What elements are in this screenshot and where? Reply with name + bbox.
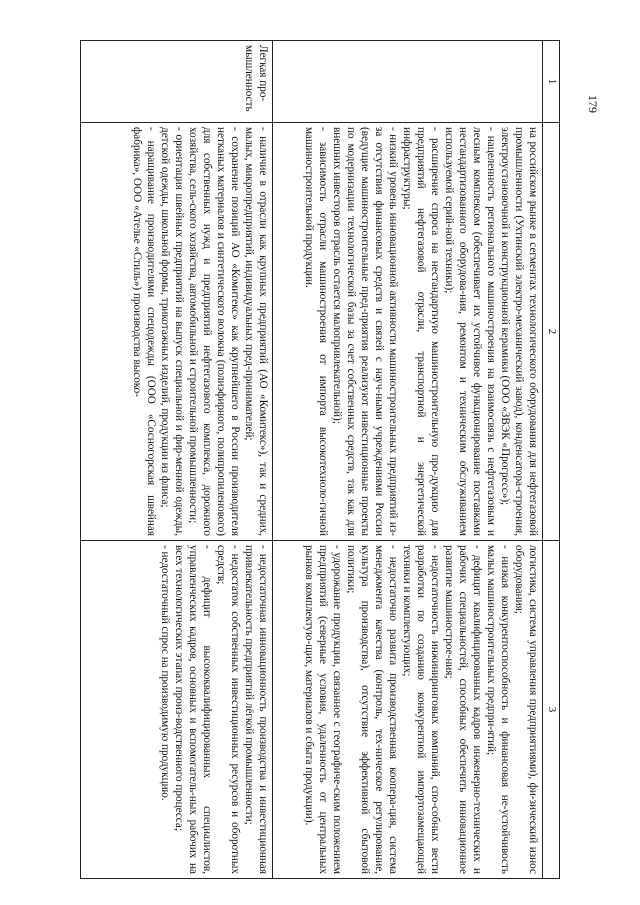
cell-paragraph: - наличие в отрасли как крупных предприятий (АО «Комитекс»), так и средних, малых, микропредприятий, индивидуальных пред-принимателей; (243, 127, 269, 536)
cell-paragraph: - нацеленность регионального машиностроения на взаимосвязь с нефтегазовым и лесным комплексом (обеспечивает их устойчивое функционирование поставками нестандартизованного оборудова-ния, ремонтом и техническим обслуживанием используемой серий-ной техники); (443, 127, 497, 536)
page-number: 179 (586, 95, 600, 113)
cell-paragraph: - низкий уровень инновационной активности машиностроительных предприятий из-за отсутствия финансовых средств и связей с науч-ными учреждениями России (ведущие машиностроительные пред-приятия реализуют инвестиционные проекты по модернизации технологической базы за счет собственных средств, так как для внешних инвесторов отрасль остается малопривлекательной); (331, 127, 399, 536)
cell-paragraph: на российском рынке в сегментах технологического оборудования для нефтегазовой промышленности (Ухтинский электро-механический завод), конденсатора-строения, электроустановочной и конструкционной керамики (ООО «ЗВЭК «Прогресс»); (499, 127, 539, 536)
cell-paragraph: - недостаточная инновационность производства и инвестиционная привлекательность предприятий лёгкой промышленности; (243, 545, 269, 874)
strengths-cell (81, 123, 273, 541)
weaknesses-cell (273, 541, 543, 879)
rotated-table-container (80, 40, 560, 878)
cell-paragraph: - недостаток собственных инвестиционных ресурсов и оборотных средств; (215, 545, 241, 874)
table-row (273, 41, 543, 879)
strengths-cell (273, 123, 543, 541)
cell-paragraph: - зависимость отрасли машиностроения от импорта высокотехноло-гичной машиностроительной продукции. (303, 127, 329, 536)
strengths-weaknesses-table (80, 40, 560, 879)
header-cell-3: 3 (543, 541, 560, 879)
cell-paragraph: - удорожание продукции, связанное с географиче-ским положением предприятий (северные условия, удаленность от центральных рынков комплектую-щих, материалов и сбыта продукции). (303, 545, 343, 874)
weaknesses-cell (81, 541, 273, 879)
cell-paragraph: - низкая конкурентоспособность и финансовая не-устойчивость малых машиностроительных предпри-ятий; (485, 545, 511, 874)
cell-paragraph: - недостаточный спрос на производимую продукцию. (159, 545, 171, 801)
table-row (81, 41, 273, 879)
cell-paragraph: - ориентация швейных предприятий на выпуск специальной и фир-менной одежды, детской одежды, школьной формы, трикотажных изделий, продукции из флиса; (159, 127, 185, 536)
cell-paragraph: - сохранение позиций АО «Комитекс» как крупнейшего в России производителя нетканых материалов и синтетического волокна (полиэфирного, полипропиленового) для собственных нужд и предприятий нефтегазового комплекса, дорожного хозяйства, сель-ского хозяйства, автомобильной и строительной промышленности; (187, 127, 241, 536)
table-header-row (543, 41, 560, 879)
cell-paragraph: - дефицит квалифицированных кадров инженерно-технических и рабочих специальностей, способных обеспечить инновационное развитие машинострое-ния; (443, 545, 483, 874)
cell-paragraph: - недостаточно развита производственная коопера-ция, система менеджмента качества (контроль, тех-ническое регулирование, культура производства), отсутствие эффективной сбытовой политики; (345, 545, 399, 874)
cell-paragraph: - наращивание производителями спецодежды (ООО «Сосногорская швейная фабрика», ООО «Ателье «Стиль») производства высоко- (131, 127, 157, 536)
industry-cell (273, 41, 543, 123)
header-cell-1: 1 (543, 41, 560, 123)
cell-paragraph: - недостаточность инжиниринговых компаний, спо-собных вести разработки по созданию конкурентной импортозамещающей техники и комплектующих; (401, 545, 441, 874)
cell-paragraph: логистика, система управления предприятиями), фи-зический износ оборудования; (513, 545, 539, 874)
cell-paragraph: - расширение спроса на нестандартную машиностроительную про-дукцию для предприятий нефтегазовой отрасли, транспортной и энергетической инфраструктуры; (401, 127, 441, 536)
header-cell-2: 2 (543, 123, 560, 541)
industry-cell: Легкая про-мышленность (81, 41, 273, 123)
cell-paragraph: - дефицит высококвалифицированных специалистов, управленческих кадров, основных и вспомогатель-ных рабочих на всех технологических этапах произ-водственного процесса; (173, 545, 213, 874)
